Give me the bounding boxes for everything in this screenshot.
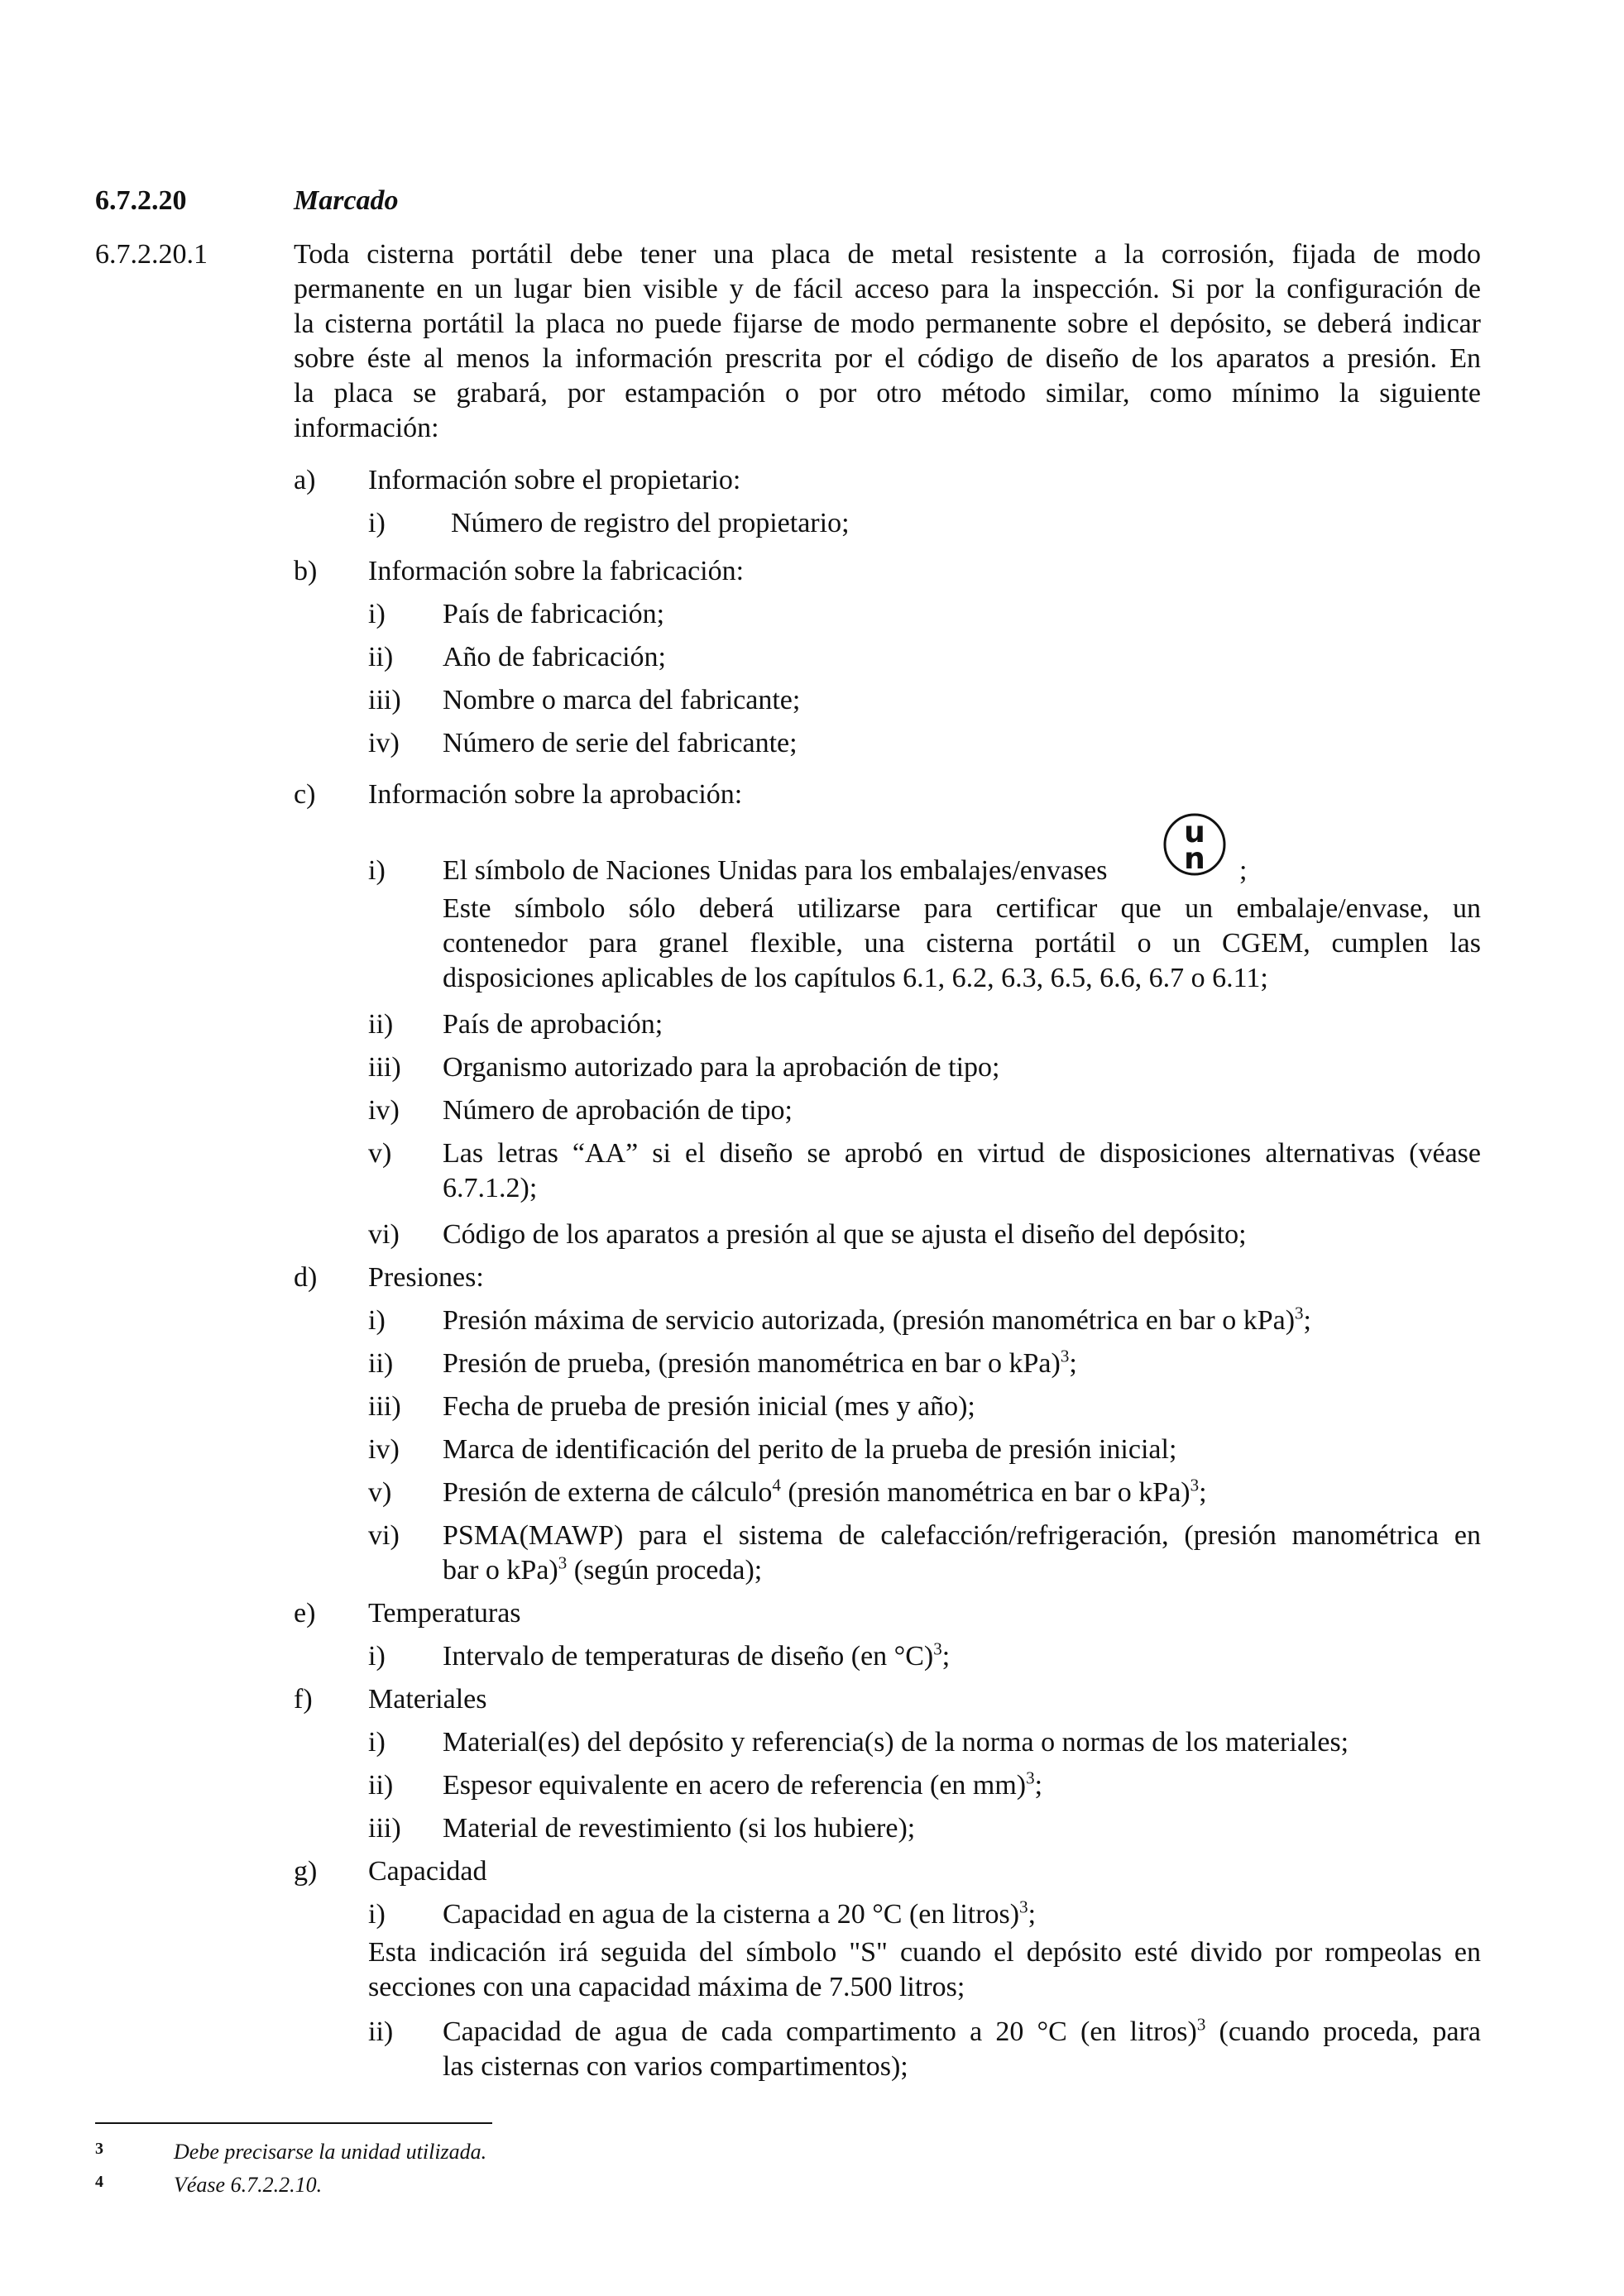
subitem-text: bar o kPa)$^3$ (según proceda); [443, 1552, 763, 1586]
subitem-text: Nombre o marca del fabricante; [443, 685, 801, 715]
subitem-label: iii) [368, 685, 401, 715]
subitem-text: Capacidad en agua de la cisterna a 20 °C (en litros)$^3$; [443, 1897, 1037, 1930]
subitem-text: Número de serie del fabricante; [443, 728, 798, 758]
item-text: Información sobre la fabricación: [368, 556, 745, 586]
subitem-label: i) [368, 599, 386, 629]
subitem-text: Intervalo de temperaturas de diseño (en °C)$^3$; [443, 1638, 951, 1672]
subitem-label: iii) [368, 1391, 401, 1422]
item-note-line: Esta indicación irá seguida del símbolo "S" cuando el depósito esté divido por rompeolas en [368, 1937, 1481, 1968]
item-note-line: secciones con una capacidad máxima de 7.500 litros; [368, 1972, 965, 2002]
item-text: Capacidad [368, 1856, 487, 1887]
subitem-label: ii) [368, 1770, 394, 1801]
subitem-label: ii) [368, 1009, 394, 1040]
subitem-label: iv) [368, 728, 400, 758]
subitem-label: i) [368, 508, 386, 538]
subitem-text: Las letras “AA” si el diseño se aprobó en virtud de disposiciones alternativas (véase [443, 1138, 1481, 1169]
item-text: Temperaturas [368, 1598, 521, 1629]
subitem-text: Código de los aparatos a presión al que se ajusta el diseño del depósito; [443, 1219, 1247, 1250]
subitem-label: iv) [368, 1095, 400, 1126]
subitem-text: Presión de externa de cálculo$^4$ (presión manométrica en bar o kPa)$^3$; [443, 1475, 1207, 1508]
paragraph-line: sobre éste al menos la información prescrita por el código de diseño de los aparatos a presión. En [294, 343, 1481, 374]
subitem-text: las cisternas con varios compartimentos); [443, 2051, 908, 2082]
item-label: a) [294, 465, 316, 495]
subitem-text: País de fabricación; [443, 599, 665, 629]
paragraph-line: información: [294, 413, 439, 443]
item-label: g) [294, 1856, 318, 1887]
subitem-label: ii) [368, 642, 394, 672]
subitem-text: Material(es) del depósito y referencia(s) de la norma o normas de los materiales; [443, 1727, 1349, 1758]
subitem-label: i) [368, 1305, 386, 1336]
subitem-text: Año de fabricación; [443, 642, 666, 672]
subitem-punct: ; [1239, 855, 1248, 886]
subitem-label: i) [368, 1641, 386, 1672]
subitem-text: Marca de identificación del perito de la prueba de presión inicial; [443, 1434, 1177, 1465]
subitem-text: PSMA(MAWP) para el sistema de calefacción/refrigeración, (presión manométrica en [443, 1520, 1481, 1551]
paragraph-line: la placa se grabará, por estampación o por otro método similar, como mínimo la siguiente [294, 378, 1481, 409]
item-label: b) [294, 556, 318, 586]
subitem-note-line: contenedor para granel flexible, una cisterna portátil o un CGEM, cumplen las [443, 928, 1481, 959]
footnote-number: 4 [95, 2173, 103, 2191]
section-number: 6.7.2.20 [95, 185, 187, 216]
subitem-label: i) [368, 1899, 386, 1930]
subitem-text: Número de aprobación de tipo; [443, 1095, 793, 1126]
item-text: Presiones: [368, 1262, 484, 1293]
subitem-label: ii) [368, 1348, 394, 1379]
item-label: c) [294, 779, 316, 810]
item-text: Información sobre la aprobación: [368, 779, 743, 810]
subitem-text: Número de registro del propietario; [451, 508, 850, 538]
subitem-label: v) [368, 1477, 392, 1508]
un-packaging-symbol-icon [1162, 812, 1227, 877]
subitem-label: i) [368, 855, 386, 886]
subitem-text: Presión de prueba, (presión manométrica en bar o kPa)$^3$; [443, 1346, 1077, 1379]
subitem-note-line: disposiciones aplicables de los capítulos 6.1, 6.2, 6.3, 6.5, 6.6, 6.7 o 6.11; [443, 963, 1268, 993]
paragraph-number: 6.7.2.20.1 [95, 239, 208, 270]
subitem-text: 6.7.1.2); [443, 1173, 538, 1203]
un-symbol-u: u [1184, 816, 1205, 849]
subitem-label: iii) [368, 1813, 401, 1844]
footnote-text: Véase 6.7.2.2.10. [174, 2173, 323, 2197]
paragraph-line: Toda cisterna portátil debe tener una placa de metal resistente a la corrosión, fijada de modo [294, 239, 1481, 270]
subitem-label: v) [368, 1138, 392, 1169]
subitem-label: i) [368, 1727, 386, 1758]
footnote-text: Debe precisarse la unidad utilizada. [174, 2140, 487, 2164]
paragraph-line: la cisterna portátil la placa no puede fijarse de modo permanente sobre el depósito, se deberá indicar [294, 309, 1481, 339]
subitem-note-line: Este símbolo sólo deberá utilizarse para certificar que un embalaje/envase, un [443, 893, 1481, 924]
un-symbol-n: n [1184, 842, 1205, 876]
item-label: f) [294, 1684, 313, 1715]
section-title: Marcado [294, 185, 399, 216]
subitem-label: iv) [368, 1434, 400, 1465]
item-text: Materiales [368, 1684, 487, 1715]
item-label: e) [294, 1598, 316, 1629]
footnote-separator [95, 2122, 492, 2124]
subitem-label: iii) [368, 1052, 401, 1083]
subitem-label: vi) [368, 1520, 400, 1551]
subitem-text: País de aprobación; [443, 1009, 663, 1040]
subitem-text: Presión máxima de servicio autorizada, (presión manométrica en bar o kPa)$^3$; [443, 1303, 1311, 1336]
subitem-text: Capacidad de agua de cada compartimento a 20 °C (en litros)$^3$ (cuando proceda, para [443, 2014, 1481, 2047]
footnote-number: 3 [95, 2140, 103, 2158]
subitem-text: Espesor equivalente en acero de referencia (en mm)$^3$; [443, 1767, 1043, 1801]
subitem-label: ii) [368, 2016, 394, 2047]
paragraph-line: permanente en un lugar bien visible y de fácil acceso para la inspección. Si por la configuración de [294, 274, 1481, 304]
subitem-text: El símbolo de Naciones Unidas para los embalajes/envases [443, 855, 1108, 886]
item-label: d) [294, 1262, 318, 1293]
subitem-label: vi) [368, 1219, 400, 1250]
item-text: Información sobre el propietario: [368, 465, 741, 495]
subitem-text: Fecha de prueba de presión inicial (mes y año); [443, 1391, 975, 1422]
subitem-text: Organismo autorizado para la aprobación de tipo; [443, 1052, 1000, 1083]
subitem-text: Material de revestimiento (si los hubiere); [443, 1813, 916, 1844]
